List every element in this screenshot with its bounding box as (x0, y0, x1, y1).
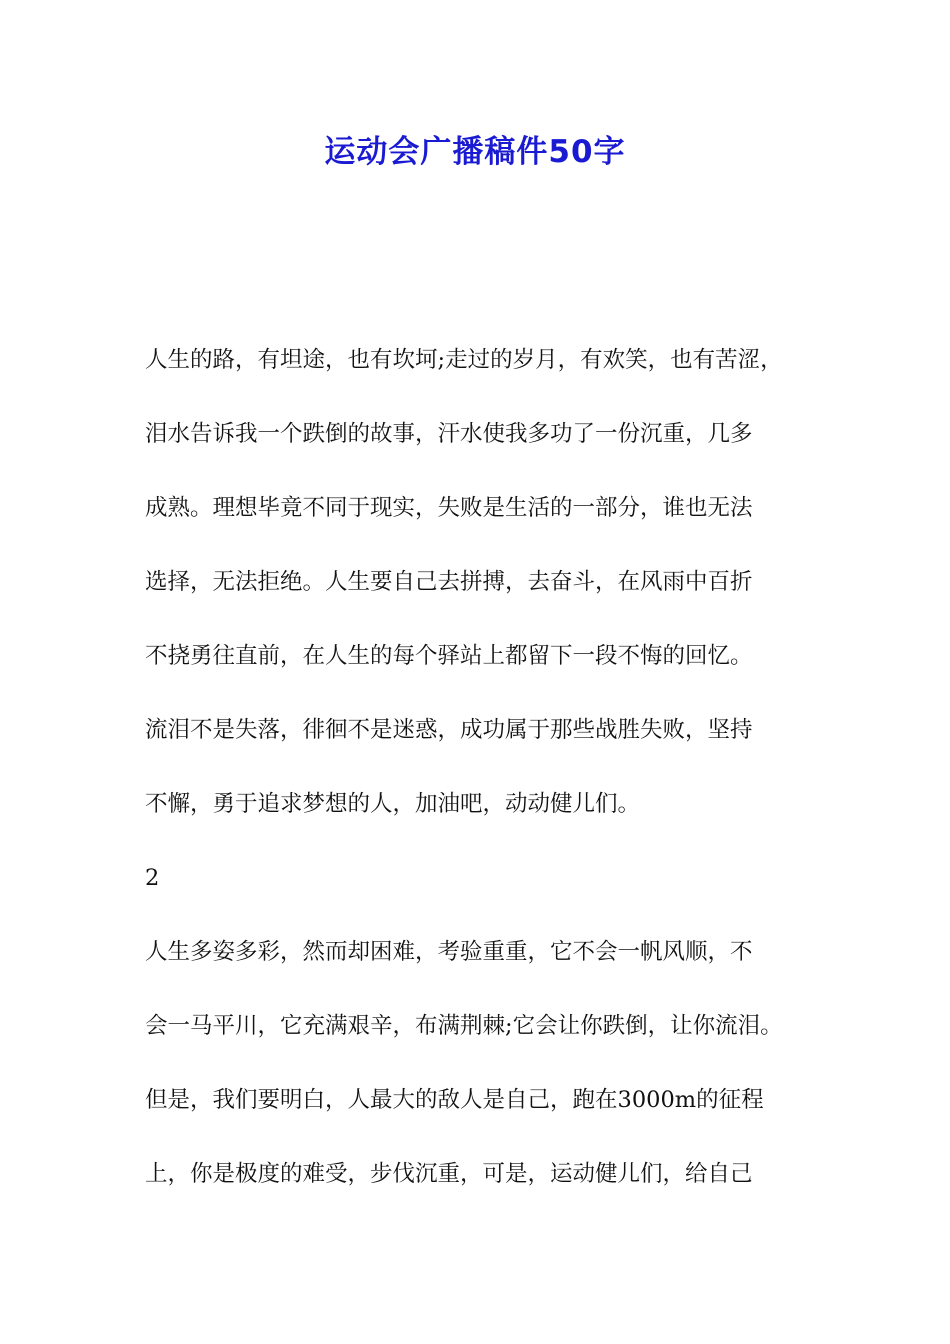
text-line: 成熟。理想毕竟不同于现实，失败是生活的一部分，谁也无法 (145, 495, 753, 521)
text-line: 流泪不是失落，徘徊不是迷惑，成功属于那些战胜失败，坚持 (145, 717, 753, 743)
text-line: 上，你是极度的难受，步伐沉重，可是，运动健儿们，给自己 (145, 1161, 753, 1187)
text-line: 人生的路，有坦途，也有坎坷;走过的岁月，有欢笑，也有苦涩， (145, 347, 783, 373)
text-line: 人生多姿多彩，然而却困难，考验重重，它不会一帆风顺，不 (145, 939, 753, 965)
text-line: 泪水告诉我一个跌倒的故事，汗水使我多功了一份沉重，几多 (145, 421, 753, 447)
text-line: 不懈，勇于追求梦想的人，加油吧，动动健儿们。 (145, 791, 641, 817)
document-title: 运动会广播稿件50字 (324, 134, 626, 170)
text-line: 不挠勇往直前，在人生的每个驿站上都留下一段不悔的回忆。 (145, 643, 753, 669)
section-number: 2 (145, 865, 160, 891)
text-line: 会一马平川，它充满艰辛，布满荆棘;它会让你跌倒，让你流泪。 (145, 1013, 783, 1039)
text-line: 选择，无法拒绝。人生要自己去拼搏，去奋斗，在风雨中百折 (145, 569, 753, 595)
text-line: 但是，我们要明白，人最大的敌人是自己，跑在3000m的征程 (145, 1087, 764, 1113)
